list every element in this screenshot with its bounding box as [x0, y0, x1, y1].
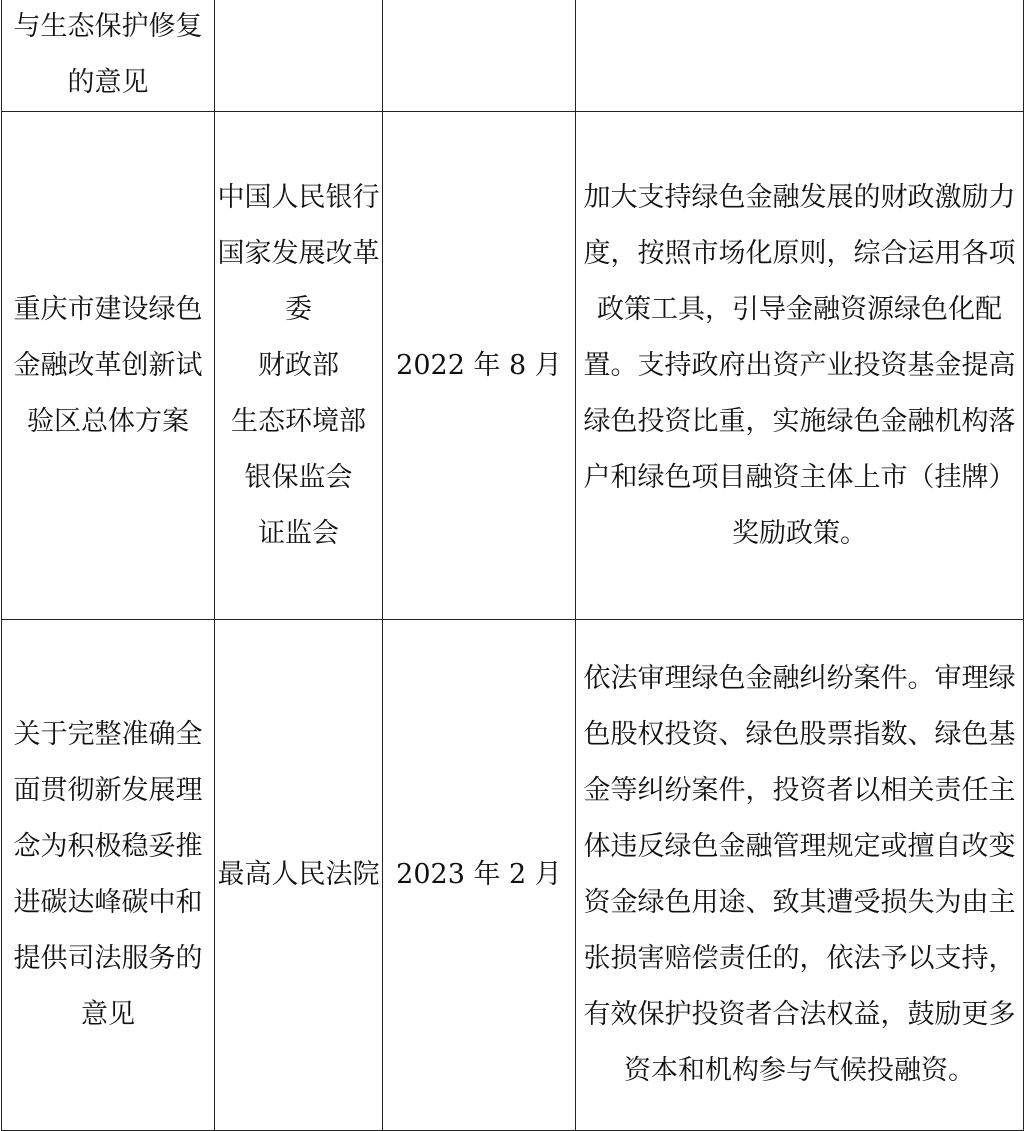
issuer-cell — [215, 112, 383, 620]
table-row — [2, 0, 1024, 112]
date-cell — [383, 0, 576, 112]
policy-name-cell — [2, 112, 215, 620]
issuer-name: 最高人民法院 — [217, 859, 380, 890]
table-row — [2, 620, 1024, 1131]
issuer-name: 国家发展改革委 — [217, 237, 380, 325]
detail-cell — [576, 112, 1024, 620]
issue-date: 2022 年 8 月 — [396, 349, 562, 381]
detail-cell — [576, 620, 1024, 1131]
policy-name: 与生态保护修复的意见 — [13, 11, 203, 98]
issuer-name: 证监会 — [258, 517, 339, 549]
issuer-cell — [215, 620, 383, 1131]
issuer-name: 中国人民银行 — [217, 181, 380, 213]
issue-date: 2023 年 2 月 — [396, 859, 562, 890]
issuer-name: 财政部 — [258, 349, 339, 381]
policy-detail: 依法审理绿色金融纠纷案件。审理绿色股权投资、绿色股票指数、绿色基金等纠纷案件，投资者以相关责任主体违反绿色金融管理规定或擅自改变资金绿色用途、致其遭受损失为由主张损害赔偿责任的，依法予以支持，有效保护投资者合法权益，鼓励更多资本和机构参与气候投融资。 — [583, 663, 1016, 1086]
policy-name-cell — [2, 0, 215, 112]
date-cell — [383, 620, 576, 1131]
issuer-name: 生态环境部 — [231, 405, 366, 437]
policy-table — [1, 0, 1024, 1131]
date-cell — [383, 112, 576, 620]
policy-name-cell — [2, 620, 215, 1131]
policy-name: 重庆市建设绿色金融改革创新试验区总体方案 — [13, 293, 203, 437]
issuer-name: 银保监会 — [244, 461, 353, 493]
issuer-cell — [215, 0, 383, 112]
table-row — [2, 112, 1024, 620]
policy-name: 关于完整准确全面贯彻新发展理念为积极稳妥推进碳达峰碳中和提供司法服务的意见 — [13, 719, 203, 1030]
policy-detail: 加大支持绿色金融发展的财政激励力度，按照市场化原则，综合运用各项政策工具，引导金融资源绿色化配置。支持政府出资产业投资基金提高绿色投资比重，实施绿色金融机构落户和绿色项目融资主体上市（挂牌）奖励政策。 — [583, 181, 1016, 549]
detail-cell — [576, 0, 1024, 112]
